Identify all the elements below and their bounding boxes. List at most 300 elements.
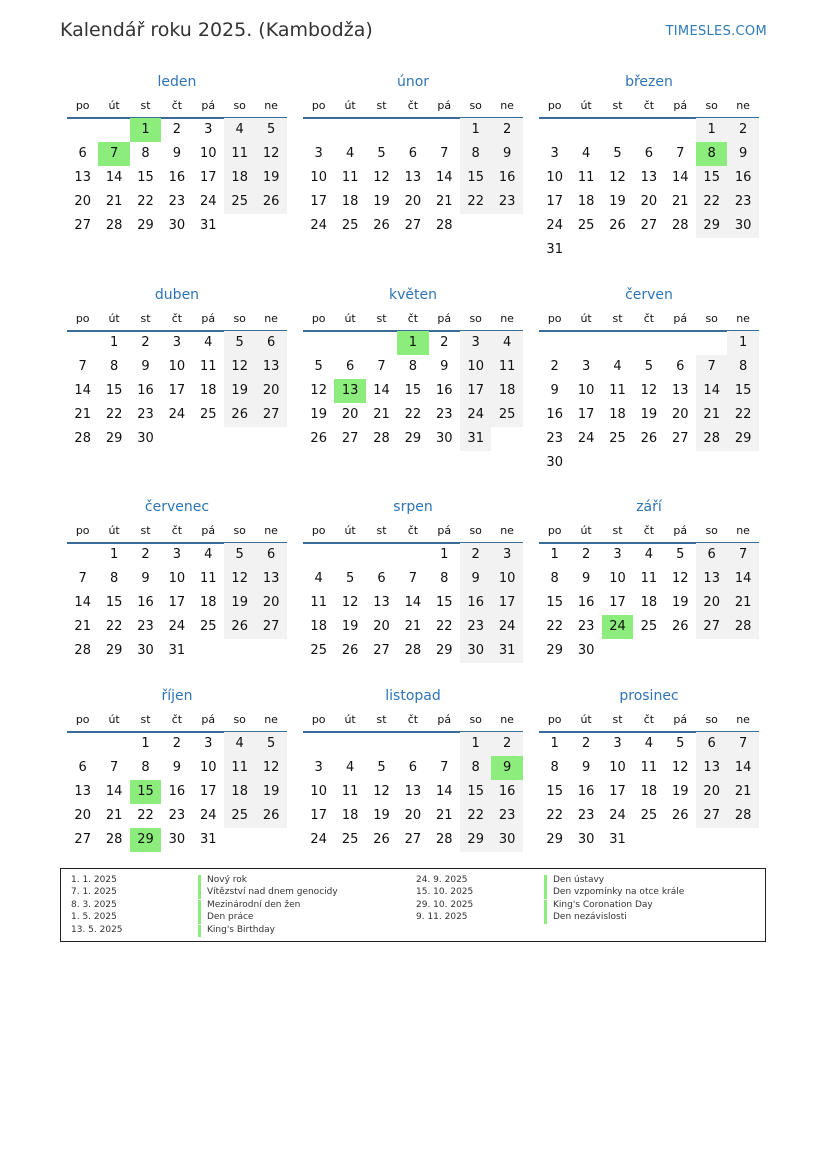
day-cell: 6: [696, 543, 727, 567]
day-cell: 10: [310, 784, 327, 799]
day-cell: 17: [609, 595, 626, 610]
day-cell: 9: [550, 383, 559, 398]
legend-holiday-name: Den ústavy: [544, 875, 604, 887]
day-cell: 9: [581, 571, 591, 586]
day-cell: 10: [200, 760, 217, 775]
day-cell: 24: [546, 218, 563, 233]
legend-date: 7. 1. 2025: [71, 887, 117, 898]
day-cell: 26: [341, 643, 359, 658]
day-cell: 19: [224, 591, 255, 615]
day-cell: 2: [581, 736, 591, 751]
day-cell: 25: [224, 190, 255, 214]
day-cell: 9: [581, 760, 591, 775]
day-cell: 26: [640, 431, 658, 446]
day-cell: 4: [613, 359, 622, 374]
legend-date: 8. 3. 2025: [71, 899, 117, 910]
day-cell: 5: [377, 760, 386, 775]
day-cell: 11: [640, 760, 658, 775]
day-cell: 11: [310, 595, 327, 610]
day-cell: 26: [373, 832, 390, 847]
weekday-label: út: [580, 713, 592, 726]
day-cell: 30: [460, 639, 491, 663]
weekday-label: ne: [736, 524, 750, 537]
day-cell: 8: [550, 571, 559, 586]
weekday-label: po: [547, 99, 562, 112]
day-cell: 28: [727, 804, 758, 828]
day-cell: 6: [78, 760, 87, 775]
day-cell: 27: [373, 643, 390, 658]
day-cell: 9: [440, 359, 449, 374]
day-cell: 22: [137, 808, 154, 823]
day-cell: 1: [727, 331, 758, 355]
day-cell: 15: [460, 780, 491, 804]
day-cell: 15: [105, 383, 123, 398]
day-cell: 20: [373, 619, 390, 634]
day-cell: 7: [377, 359, 386, 374]
day-cell: 1: [109, 335, 119, 350]
weekday-label: pá: [437, 713, 452, 726]
weekday-label: so: [705, 713, 718, 726]
day-cell: 13: [696, 567, 727, 591]
day-cell: 19: [341, 619, 359, 634]
day-cell: 25: [609, 431, 626, 446]
weekday-label: čt: [407, 713, 419, 726]
day-cell: 30: [137, 431, 154, 446]
day-cell: 16: [460, 591, 491, 615]
day-cell: 22: [546, 808, 563, 823]
day-cell: 20: [341, 407, 359, 422]
day-cell: 11: [341, 784, 359, 799]
weekday-label: ne: [264, 713, 278, 726]
weekday-label: ne: [264, 312, 278, 325]
day-cell: 25: [341, 218, 359, 233]
weekday-label: so: [469, 99, 482, 112]
day-cell: 23: [137, 619, 154, 634]
day-cell: 23: [491, 804, 522, 828]
day-cell: 5: [676, 736, 685, 751]
day-cell: 5: [314, 359, 323, 374]
month-name: květen: [389, 287, 437, 303]
weekday-label: ne: [736, 713, 750, 726]
day-cell: 12: [609, 170, 626, 185]
day-cell: 1: [460, 732, 491, 756]
day-cell: 28: [436, 832, 453, 847]
day-cell: 12: [255, 756, 286, 780]
weekday-label: čt: [407, 312, 419, 325]
day-cell: 19: [224, 379, 255, 403]
day-cell: 27: [74, 218, 91, 233]
month-name: říjen: [161, 688, 193, 704]
day-cell: 26: [609, 218, 626, 233]
day-cell: 4: [644, 736, 654, 751]
day-cell: 15: [436, 595, 453, 610]
day-cell: 23: [168, 808, 186, 823]
day-cell: 8: [109, 571, 119, 586]
day-cell: 24: [609, 808, 626, 823]
weekday-label: so: [469, 524, 482, 537]
weekday-label: ne: [736, 99, 750, 112]
holiday-day-cell: 1: [130, 118, 161, 142]
day-cell: 8: [550, 760, 559, 775]
day-cell: 14: [436, 170, 453, 185]
day-cell: 2: [141, 335, 150, 350]
day-cell: 21: [105, 808, 123, 823]
day-cell: 26: [255, 190, 286, 214]
day-cell: 1: [460, 118, 491, 142]
day-cell: 19: [255, 780, 286, 804]
day-cell: 13: [255, 355, 286, 379]
day-cell: 16: [436, 383, 453, 398]
day-cell: 24: [310, 832, 327, 847]
day-cell: 9: [491, 142, 522, 166]
day-cell: 2: [440, 335, 449, 350]
day-cell: 27: [404, 832, 422, 847]
weekday-label: st: [376, 312, 387, 325]
legend-holiday-name: Den vzpomínky na otce krále: [544, 887, 684, 899]
day-cell: 26: [255, 804, 286, 828]
day-cell: 17: [168, 383, 186, 398]
weekday-label: po: [547, 713, 562, 726]
weekday-label: út: [344, 312, 356, 325]
day-cell: 15: [105, 595, 123, 610]
weekday-label: út: [580, 524, 592, 537]
day-cell: 2: [550, 359, 559, 374]
day-cell: 19: [672, 784, 689, 799]
day-cell: 31: [460, 427, 491, 451]
holiday-day-cell: 13: [334, 379, 365, 403]
month-name: březen: [625, 74, 673, 90]
day-cell: 29: [727, 427, 758, 451]
day-cell: 18: [609, 407, 626, 422]
day-cell: 18: [224, 780, 255, 804]
day-cell: 21: [74, 407, 91, 422]
day-cell: 21: [727, 780, 758, 804]
day-cell: 1: [550, 736, 559, 751]
day-cell: 15: [546, 595, 563, 610]
day-cell: 31: [200, 832, 217, 847]
day-cell: 16: [137, 383, 154, 398]
day-cell: 9: [172, 760, 182, 775]
day-cell: 7: [78, 359, 87, 374]
day-cell: 16: [168, 784, 186, 799]
day-cell: 19: [310, 407, 327, 422]
weekday-label: čt: [643, 524, 655, 537]
day-cell: 11: [491, 355, 522, 379]
day-cell: 22: [460, 190, 491, 214]
day-cell: 7: [440, 760, 449, 775]
day-cell: 14: [74, 383, 91, 398]
day-cell: 5: [224, 543, 255, 567]
day-cell: 8: [141, 146, 150, 161]
day-cell: 27: [672, 431, 689, 446]
day-cell: 9: [141, 359, 150, 374]
day-cell: 30: [436, 431, 453, 446]
day-cell: 13: [404, 784, 422, 799]
day-cell: 8: [408, 359, 418, 374]
weekday-label: st: [612, 524, 623, 537]
day-cell: 10: [200, 146, 217, 161]
day-cell: 10: [577, 383, 595, 398]
weekday-label: po: [311, 312, 326, 325]
day-cell: 29: [105, 643, 123, 658]
weekday-label: so: [233, 524, 246, 537]
day-cell: 7: [676, 146, 685, 161]
day-cell: 19: [609, 194, 626, 209]
day-cell: 24: [200, 194, 217, 209]
day-cell: 19: [373, 194, 390, 209]
weekday-label: so: [705, 99, 718, 112]
legend-holiday-name: King's Coronation Day: [544, 900, 653, 912]
weekday-label: út: [580, 312, 592, 325]
day-cell: 7: [696, 355, 727, 379]
day-cell: 26: [672, 619, 689, 634]
weekday-label: so: [469, 312, 482, 325]
holiday-legend: [60, 868, 766, 942]
day-cell: 24: [168, 619, 186, 634]
weekday-label: po: [75, 524, 90, 537]
day-cell: 29: [546, 832, 563, 847]
weekday-label: pá: [673, 713, 688, 726]
day-cell: 27: [404, 218, 422, 233]
day-cell: 17: [491, 591, 522, 615]
day-cell: 27: [255, 615, 286, 639]
day-cell: 25: [640, 619, 658, 634]
day-cell: 1: [550, 547, 559, 562]
weekday-label: čt: [643, 713, 655, 726]
day-cell: 12: [255, 142, 286, 166]
weekday-label: út: [108, 312, 120, 325]
weekday-label: út: [344, 99, 356, 112]
day-cell: 3: [550, 146, 559, 161]
day-cell: 10: [460, 355, 491, 379]
weekday-label: po: [311, 713, 326, 726]
day-cell: 19: [640, 407, 658, 422]
weekday-label: čt: [407, 524, 419, 537]
day-cell: 31: [168, 643, 186, 658]
month-name: prosinec: [619, 688, 679, 704]
day-cell: 23: [460, 615, 491, 639]
day-cell: 15: [404, 383, 422, 398]
day-cell: 22: [696, 190, 727, 214]
month-name: leden: [157, 74, 197, 90]
month-name: duben: [154, 287, 200, 303]
day-cell: 5: [676, 547, 685, 562]
day-cell: 14: [727, 567, 758, 591]
site-link[interactable]: TIMESLES.COM: [665, 24, 767, 39]
day-cell: 1: [440, 547, 449, 562]
weekday-label: st: [140, 99, 151, 112]
day-cell: 5: [644, 359, 654, 374]
day-cell: 11: [609, 383, 626, 398]
day-cell: 14: [672, 170, 689, 185]
day-cell: 13: [373, 595, 390, 610]
day-cell: 21: [436, 194, 453, 209]
weekday-label: pá: [201, 312, 216, 325]
weekday-label: st: [612, 99, 623, 112]
day-cell: 11: [341, 170, 359, 185]
day-cell: 17: [200, 784, 217, 799]
day-cell: 16: [491, 166, 522, 190]
day-cell: 4: [345, 760, 355, 775]
legend-date: 29. 10. 2025: [416, 899, 474, 910]
day-cell: 9: [460, 567, 491, 591]
day-cell: 22: [436, 619, 453, 634]
day-cell: 23: [491, 190, 522, 214]
month-name: listopad: [385, 688, 441, 704]
day-cell: 23: [577, 808, 595, 823]
day-cell: 16: [137, 595, 154, 610]
weekday-label: čt: [171, 713, 183, 726]
day-cell: 25: [577, 218, 595, 233]
day-cell: 2: [460, 543, 491, 567]
page-title: Kalendář roku 2025. (Kambodža): [60, 19, 373, 41]
weekday-label: po: [311, 99, 326, 112]
day-cell: 14: [105, 784, 123, 799]
day-cell: 15: [460, 166, 491, 190]
day-cell: 12: [373, 784, 390, 799]
weekday-label: ne: [264, 99, 278, 112]
day-cell: 22: [105, 407, 123, 422]
day-cell: 14: [436, 784, 453, 799]
day-cell: 13: [672, 383, 689, 398]
day-cell: 17: [577, 407, 595, 422]
day-cell: 27: [255, 403, 286, 427]
day-cell: 15: [546, 784, 563, 799]
day-cell: 24: [310, 218, 327, 233]
day-cell: 13: [74, 170, 91, 185]
weekday-label: pá: [201, 524, 216, 537]
day-cell: 29: [137, 218, 154, 233]
day-cell: 28: [74, 643, 91, 658]
day-cell: 29: [696, 214, 727, 238]
day-cell: 24: [200, 808, 217, 823]
weekday-label: so: [233, 312, 246, 325]
day-cell: 27: [696, 804, 727, 828]
day-cell: 25: [224, 804, 255, 828]
day-cell: 2: [141, 547, 150, 562]
day-cell: 5: [377, 146, 386, 161]
day-cell: 21: [404, 619, 422, 634]
day-cell: 27: [640, 218, 658, 233]
day-cell: 11: [200, 571, 217, 586]
day-cell: 14: [373, 383, 390, 398]
day-cell: 27: [74, 832, 91, 847]
weekday-label: út: [108, 524, 120, 537]
day-cell: 28: [672, 218, 689, 233]
day-cell: 3: [204, 122, 213, 137]
weekday-label: čt: [171, 99, 183, 112]
weekday-label: pá: [673, 524, 688, 537]
day-cell: 11: [200, 359, 217, 374]
day-cell: 21: [105, 194, 123, 209]
day-cell: 20: [696, 780, 727, 804]
day-cell: 1: [141, 736, 150, 751]
weekday-label: po: [547, 312, 562, 325]
day-cell: 12: [224, 567, 255, 591]
weekday-label: ne: [500, 99, 514, 112]
weekday-label: so: [469, 713, 482, 726]
day-cell: 30: [168, 832, 186, 847]
day-cell: 12: [672, 571, 689, 586]
legend-date: 9. 11. 2025: [416, 912, 468, 923]
day-cell: 18: [491, 379, 522, 403]
weekday-label: st: [612, 713, 623, 726]
day-cell: 18: [640, 595, 658, 610]
day-cell: 6: [408, 760, 418, 775]
day-cell: 1: [109, 547, 119, 562]
weekday-label: pá: [437, 99, 452, 112]
weekday-label: út: [108, 99, 120, 112]
day-cell: 6: [676, 359, 685, 374]
weekday-label: st: [140, 312, 151, 325]
day-cell: 3: [460, 331, 491, 355]
day-cell: 29: [105, 431, 123, 446]
day-cell: 9: [727, 142, 758, 166]
day-cell: 23: [546, 431, 563, 446]
legend-date: 13. 5. 2025: [71, 924, 123, 935]
day-cell: 12: [310, 383, 327, 398]
day-cell: 12: [672, 760, 689, 775]
day-cell: 30: [727, 214, 758, 238]
day-cell: 9: [172, 146, 182, 161]
weekday-label: so: [705, 524, 718, 537]
day-cell: 14: [696, 379, 727, 403]
day-cell: 8: [460, 756, 491, 780]
day-cell: 16: [491, 780, 522, 804]
holiday-day-cell: 29: [130, 828, 161, 852]
day-cell: 16: [577, 595, 595, 610]
day-cell: 30: [168, 218, 186, 233]
day-cell: 4: [204, 547, 213, 562]
day-cell: 14: [727, 756, 758, 780]
day-cell: 20: [255, 591, 286, 615]
day-cell: 26: [224, 403, 255, 427]
day-cell: 7: [727, 732, 758, 756]
day-cell: 23: [436, 407, 453, 422]
day-cell: 13: [696, 756, 727, 780]
weekday-label: čt: [171, 524, 183, 537]
day-cell: 30: [577, 832, 595, 847]
day-cell: 16: [546, 407, 563, 422]
day-cell: 11: [577, 170, 595, 185]
weekday-label: ne: [500, 713, 514, 726]
day-cell: 18: [310, 619, 327, 634]
day-cell: 20: [696, 591, 727, 615]
day-cell: 25: [200, 407, 217, 422]
weekday-label: po: [75, 713, 90, 726]
day-cell: 8: [109, 359, 119, 374]
day-cell: 21: [727, 591, 758, 615]
legend-date: 24. 9. 2025: [416, 875, 468, 885]
weekday-label: pá: [437, 524, 452, 537]
day-cell: 28: [373, 431, 390, 446]
day-cell: 12: [224, 355, 255, 379]
day-cell: 7: [78, 571, 87, 586]
day-cell: 6: [78, 146, 87, 161]
day-cell: 12: [373, 170, 390, 185]
day-cell: 7: [440, 146, 449, 161]
day-cell: 3: [314, 146, 323, 161]
weekday-label: po: [311, 524, 326, 537]
weekday-label: út: [344, 524, 356, 537]
day-cell: 6: [255, 543, 286, 567]
day-cell: 28: [105, 218, 123, 233]
day-cell: 29: [436, 643, 453, 658]
day-cell: 10: [609, 760, 626, 775]
day-cell: 3: [581, 359, 591, 374]
weekday-label: út: [580, 99, 592, 112]
day-cell: 18: [200, 595, 217, 610]
